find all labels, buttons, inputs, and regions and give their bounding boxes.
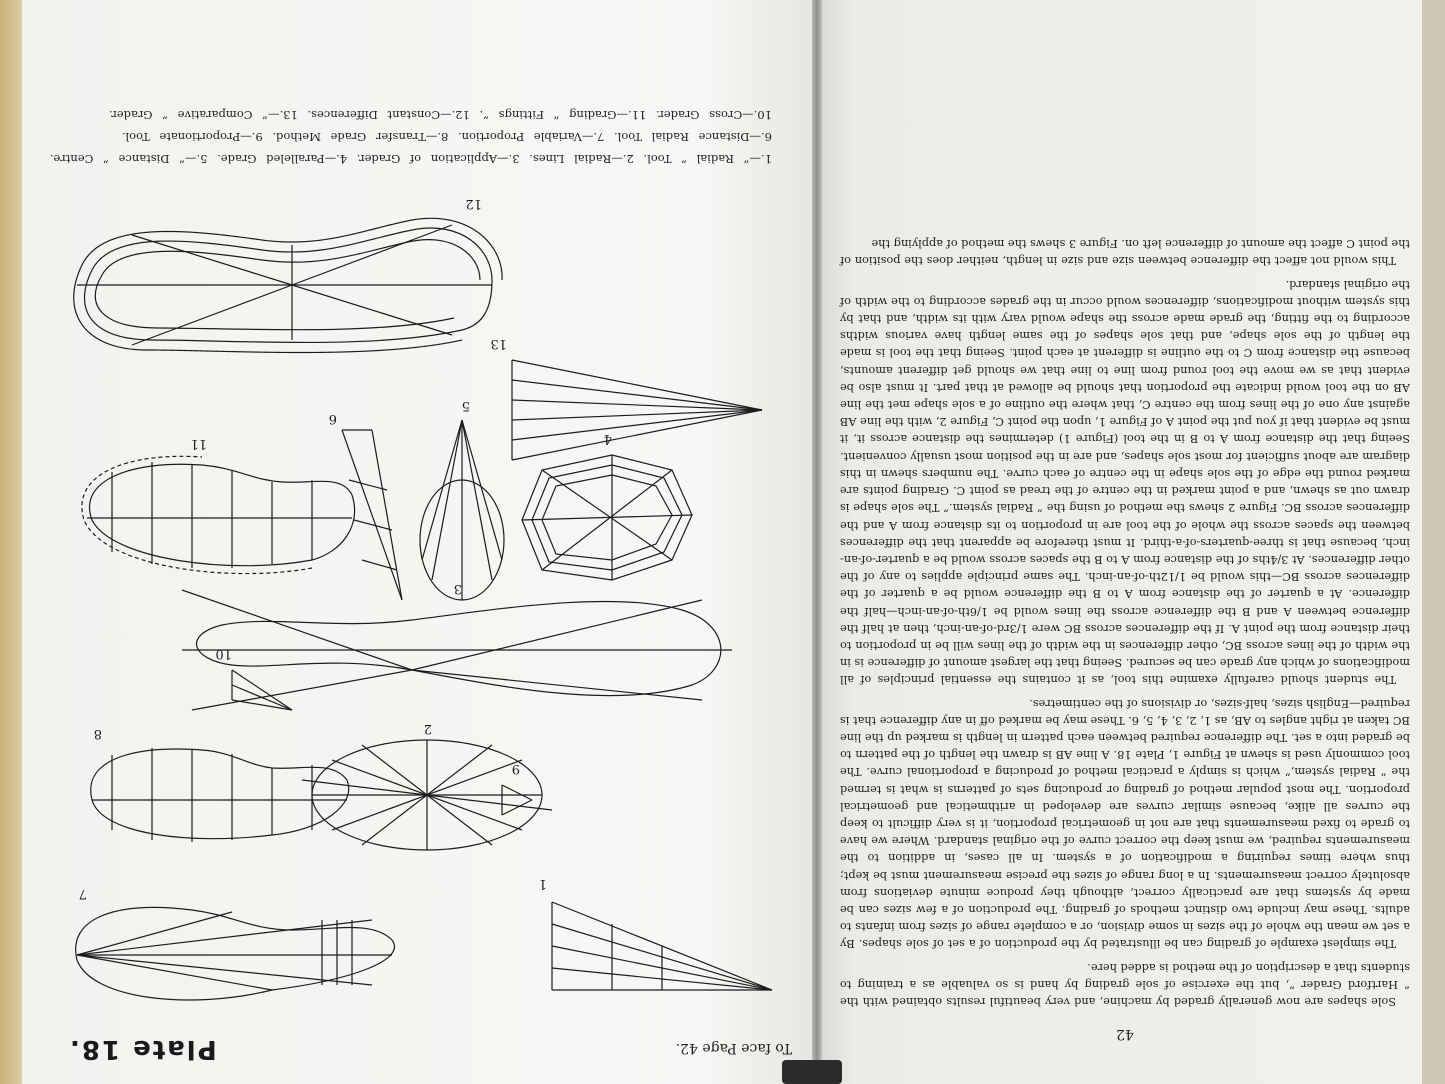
figure-label: 1 — [538, 876, 547, 891]
figure-7-variable-proportion — [76, 907, 395, 1000]
figure-2-radial-lines — [302, 740, 552, 850]
figure-6-distance-radial-tool — [342, 430, 402, 600]
paragraph: The student should carefully examine this tool, as it contains the essential principles of all modifications of which any grade can be secured. Seeing that the largest amount of difference is in the width of the lines across BC, other differences in the width of the lines will be in proportion to their distance from the point A. If the differences across BC were 1/3rd-of-an-inch, then at half the difference between A and B the difference across the lines would be 1/6th-of-an-inch—half the difference. At a quarter of the distance from A to B the difference would be a quarter of the differences across BC—this would be 1/12th-of-an-inch. The same principle applies to any of the other differences. At 3/4ths of the distance from A to B the spaces across would be a quarter-of-an-inch, because that is three-quarters-of-a-third. It must therefore be apparent that the differences between the spaces across the whole of the tool are in proportion to its distance from A and the differences across BC. Figure 2 shews the method of using the “ Radial system.” The sole shape is drawn out as shewn, and a point marked in the centre of the tread as point C. Grading points are marked round the edge of the sole shape in the centre of each curve. The numbers shewn in this diagram are about sufficient for most sole shapes, and are in the position most usually convenient. Seeing that the distance from A to B in the tool (Figure 1) determines the distance across it, it must be evident that if you put the point A of Figure 1, upon the point C, Figure 2, with the line AB against any one of the lines from the centre C, that where the outline of a sole shape met the line AB on the tool would indicate the proportion that should be allowed at that part. It must also be evident that as we move the tool round from line to line that we should get different amounts, because the distance from C to the outline is different at each point. Seeing that the tool is made the length of the sole shape, and that sole shapes of the same length have various widths according to the fitting, the grade made across the shape would vary with its width, and that by this system without modifications, differences would occur in the grades according to the width of the original standard. — [840, 277, 1410, 687]
figure-4-paralleled-grade — [522, 455, 692, 580]
page-number: 42 — [1116, 1026, 1134, 1042]
figure-label: 13 — [490, 336, 507, 351]
face-page-note: To face Page 42. — [675, 1040, 792, 1056]
caption-line: 10.—Cross Grader. 11.—Grading “ Fittings ”. 12.—Constant Differences. 13.—“ Comparative ” Grader. — [108, 108, 772, 122]
figure-label: 9 — [511, 761, 520, 776]
caption-line: 1.—“ Radial ” Tool. 2.—Radial Lines. 3.—Application of Grader. 4.—Paralleled Grade. 5.—“ Distance ” Centre. — [49, 152, 772, 166]
plate-figures — [62, 190, 792, 1030]
paragraph: The simplest example of grading can be illustrated by the production of a set of sole shapes. By a set we mean the whole of the sizes in some division, or a complete range of sizes from infants to adults. These may include two distinct methods of grading. The production of a few sizes can be made by systems that are practically correct, although they produce minute deviations from absolutely correct measurements. In a long range of sizes the precise measurement must be kept; thus where times requiring a modification of a system. In all cases, in addition to the measurements required, we must keep the correct curve of the original standard. Where we have to grade to fixed measurements that are not in geometrical proportion, it is very difficult to keep the curves all alike, because similar curves are developed in arithmetical and geometrical proportion. The most popular method of grading or producing sets of patterns is what is termed the “ Radial system,” which is simply a practical method of producing a proportional curve. The tool commonly used is shewn at Figure 1, Plate 18. A line AB is drawn the length of the pattern to be graded into a set. The difference required between each pattern in length is marked up the line BC taken at right angles to AB, as 1, 2, 3, 4, 5, 6. These may be marked off in any difference that is required—English sizes, half-sizes, or divisions of the centimetres. — [840, 696, 1410, 951]
figure-9-proportionate-tool — [502, 785, 532, 815]
figure-label: 8 — [93, 726, 102, 741]
figure-label: 7 — [78, 886, 87, 901]
body-text — [840, 229, 1410, 1010]
figure-5-distance-centre — [420, 420, 504, 600]
figure-13-comparative-grader — [512, 360, 762, 460]
shadow-edge — [782, 1060, 842, 1084]
figure-label: 10 — [215, 646, 232, 661]
figure-label: 12 — [465, 196, 482, 211]
figure-label: 6 — [328, 411, 337, 426]
figure-label: 4 — [603, 431, 612, 446]
figure-8-transfer-grade — [91, 748, 349, 842]
figure-label: 2 — [423, 721, 432, 736]
open-book — [22, 0, 1422, 1084]
figure-1-radial-tool — [552, 902, 772, 990]
paragraph: Sole shapes are now generally graded by machine, and very beautiful results obtained with the “ Hartford Grader ”, but the exercise of sole grading by hand is so valuable as a training to students that a description of the method is added here. — [840, 960, 1410, 1008]
book-gutter — [812, 0, 822, 1084]
caption-line: 6.—Distance Radial Tool. 7.—Variable Proportion. 8.—Transfer Grade Method. 9.—Proportionate Tool. — [121, 130, 772, 144]
figure-label: 3 — [453, 581, 462, 596]
figure-10-cross-grader — [232, 670, 292, 710]
figure-label: 5 — [461, 398, 470, 413]
plate-captions — [49, 104, 772, 170]
plate-section — [49, 60, 792, 1070]
text-section — [840, 40, 1410, 1050]
figure-11-grading-fittings — [82, 456, 355, 573]
plate-title: Plate 18. — [68, 1034, 217, 1064]
paragraph: This would not affect the difference between size and size in length, neither does the position of the point C affect the amount of difference left on. Figure 3 shews the method of applying the — [840, 237, 1410, 268]
figure-12-constant-differences — [74, 218, 502, 352]
figure-label: 11 — [190, 436, 207, 451]
